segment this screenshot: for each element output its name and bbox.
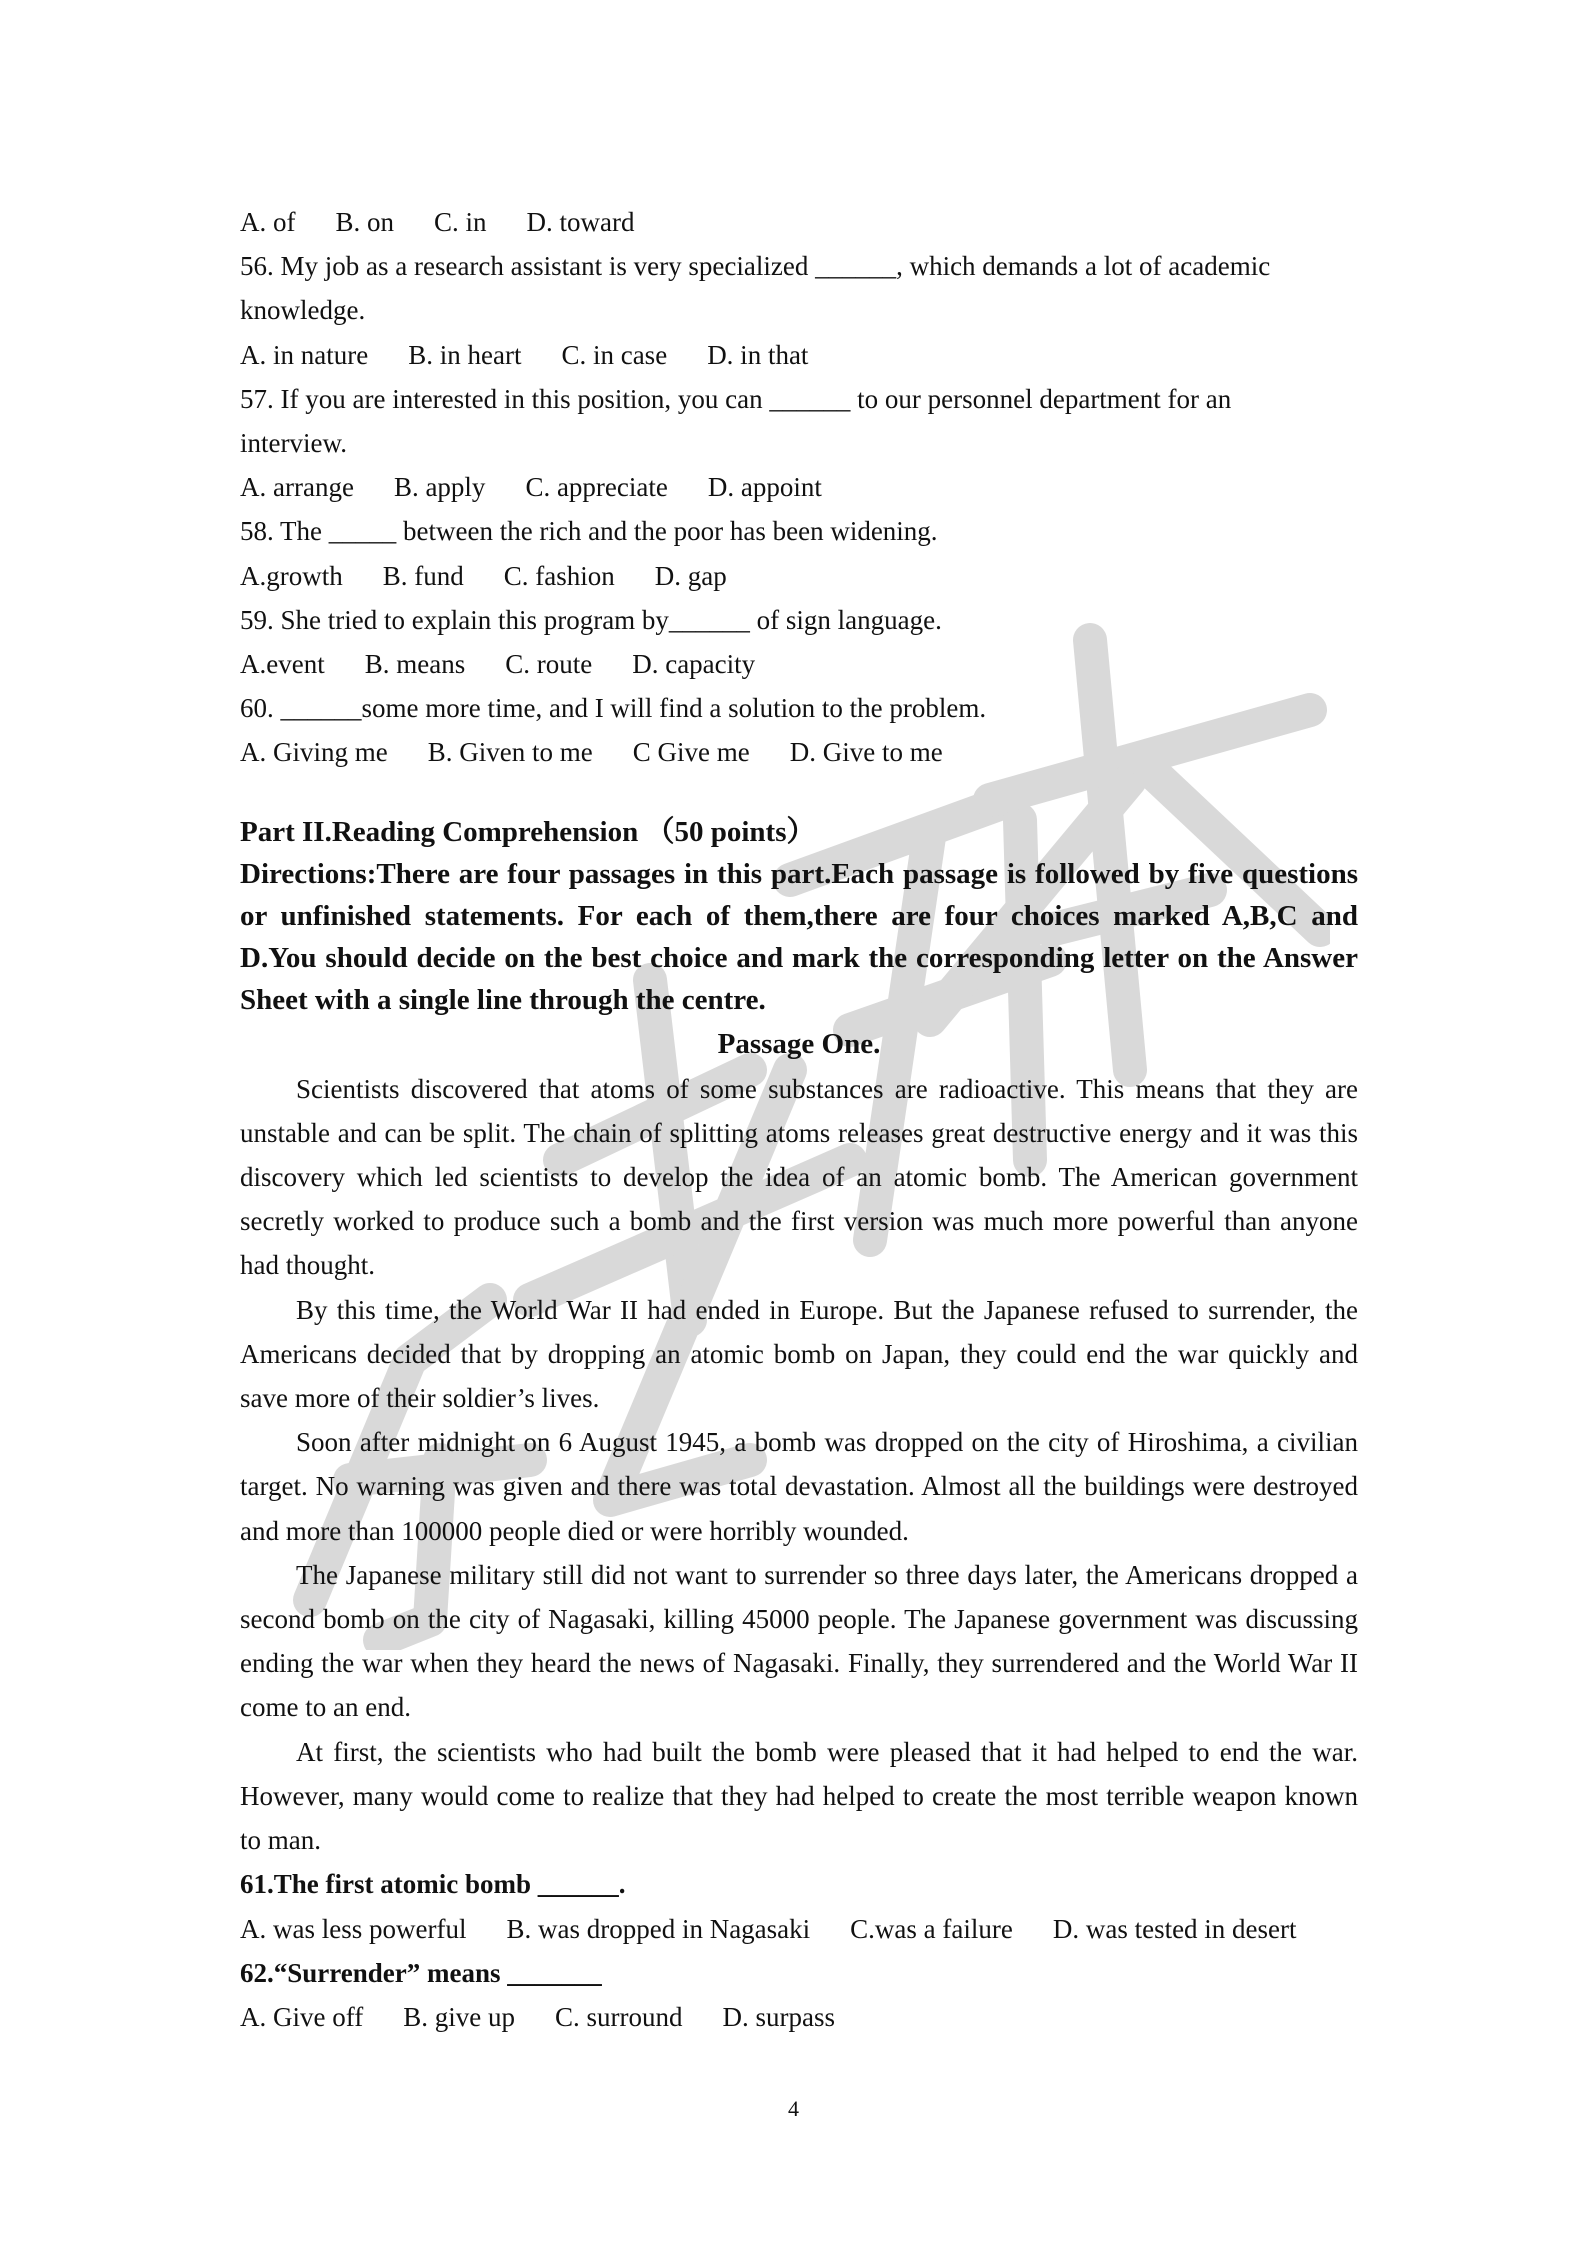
option-a: A. Give off: [240, 2001, 364, 2032]
question-62-options: [240, 1995, 1358, 2039]
passage-paragraph: Scientists discovered that atoms of some substances are radioactive. This means that they are unstable and can be split. The chain of splitting atoms releases great destructive energy and it was this discovery which led scientists to develop the idea of an atomic bomb. The American government secretly worked to produce such a bomb and the first version was much more powerful than anyone had thought.: [240, 1073, 1358, 1281]
option-b: B. means: [364, 649, 466, 680]
option-a: A. arrange: [240, 472, 354, 503]
option-d: D. appoint: [707, 472, 822, 503]
part-title: Part II.Reading Comprehension （50 points）: [240, 815, 816, 848]
question-56-stem-cont: knowledge.: [240, 295, 366, 326]
option-c: C. in: [434, 207, 487, 237]
option-c: C. route: [505, 649, 593, 680]
option-c: C. surround: [554, 2001, 683, 2032]
question-56-options: [240, 333, 1358, 377]
option-d: D. was tested in desert: [1052, 1913, 1297, 1944]
option-a: A. of: [240, 207, 296, 237]
option-d: D. toward: [526, 207, 635, 237]
question-57-options: [240, 465, 1358, 509]
option-b: B. fund: [382, 560, 464, 591]
question-61-options: [240, 1907, 1358, 1951]
option-b: B. in heart: [408, 339, 522, 370]
option-a: A. in nature: [240, 339, 369, 370]
question-59-options: [240, 642, 1358, 686]
passage-title: Passage One.: [717, 1027, 881, 1060]
option-c: C Give me: [632, 737, 750, 768]
option-a: A.event: [240, 649, 325, 680]
page-content: [240, 200, 1358, 2039]
option-d: D. in that: [707, 339, 809, 370]
option-a: A.growth: [240, 560, 343, 591]
option-b: B. on: [335, 207, 395, 237]
option-c: C. in case: [561, 339, 668, 370]
question-60-options: [240, 730, 1358, 774]
option-d: D. Give to me: [789, 737, 943, 768]
option-b: B. was dropped in Nagasaki: [506, 1913, 811, 1944]
option-d: D. surpass: [722, 2001, 835, 2032]
option-b: B. Given to me: [427, 737, 593, 768]
option-d: D. gap: [654, 560, 727, 591]
question-58-stem: 58. The _____ between the rich and the poor has been widening.: [240, 516, 938, 547]
question-57-stem-cont: interview.: [240, 428, 347, 459]
option-b: B. give up: [403, 2001, 515, 2032]
option-c: C.was a failure: [850, 1913, 1013, 1944]
option-a: A. Giving me: [240, 737, 388, 768]
passage-paragraph: By this time, the World War II had ended in Europe. But the Japanese refused to surrender, the Americans decided that by dropping an atomic bomb on Japan, they could end the war quickly and save more of their soldier’s lives.: [240, 1294, 1358, 1414]
option-c: C. fashion: [503, 560, 615, 591]
question-61-stem: 61.The first atomic bomb ______.: [240, 1869, 626, 1900]
question-62-stem: 62.“Surrender” means _______: [240, 1957, 602, 1988]
directions: Directions:There are four passages in this part.Each passage is followed by five questions or unfinished statements. For each of them,there are four choices marked A,B,C and D.You should decide on the best choice and mark the corresponding letter on the Answer Sheet with a single line through the centre.: [240, 857, 1358, 1016]
question-57-stem: 57. If you are interested in this position, you can ______ to our personnel department for an: [240, 383, 1232, 414]
option-b: B. apply: [393, 472, 486, 503]
option-c: C. appreciate: [525, 472, 668, 503]
passage-paragraph: Soon after midnight on 6 August 1945, a bomb was dropped on the city of Hiroshima, a civilian target. No warning was given and there was total devastation. Almost all the buildings were destroyed and more than 100000 people died or were horribly wounded.: [240, 1427, 1358, 1546]
question-56-stem: 56. My job as a research assistant is very specialized ______, which demands a lot of academic: [240, 251, 1271, 282]
question-59-stem: 59. She tried to explain this program by______ of sign language.: [240, 604, 942, 635]
option-d: D. capacity: [632, 649, 756, 680]
question-55-options: [240, 200, 1358, 244]
question-60-stem: 60. ______some more time, and I will find a solution to the problem.: [240, 693, 987, 724]
question-58-options: [240, 554, 1358, 598]
page-number: 4: [788, 2096, 799, 2121]
option-a: A. was less powerful: [240, 1913, 467, 1944]
passage-paragraph: At first, the scientists who had built the bomb were pleased that it had helped to end the war. However, many would come to realize that they had helped to create the most terrible weapon known to man.: [240, 1736, 1358, 1856]
passage-paragraph: The Japanese military still did not want to surrender so three days later, the Americans dropped a second bomb on the city of Nagasaki, killing 45000 people. The Japanese government was discussing ending the war when they heard the news of Nagasaki. Finally, they surrendered and the World War II come to an end.: [240, 1559, 1358, 1723]
